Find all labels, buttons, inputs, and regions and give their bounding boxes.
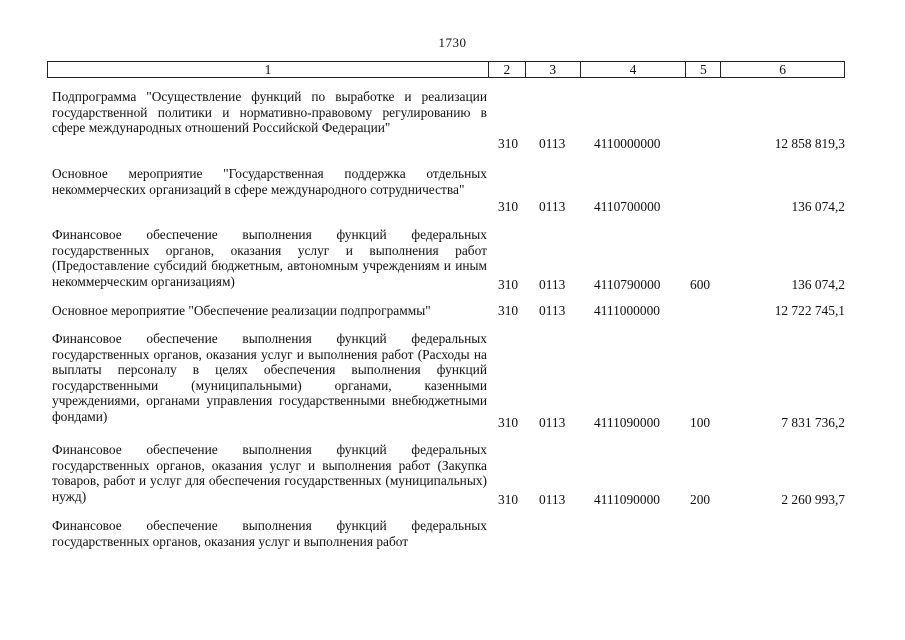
table-row [52, 303, 845, 320]
header-col-5: 5 [686, 62, 721, 77]
row-cs: 4110000000 [594, 136, 661, 151]
row-cs: 4110790000 [594, 277, 661, 292]
row-name: Финансовое обеспечение выполнения функций федеральных государственных органов, оказания услуг и выполнения работ (Предоставление субсидий бюджетным, автономным учреждениям и иным некоммерческим организациям) [52, 227, 487, 289]
table-row [52, 331, 845, 430]
table-row [52, 442, 845, 506]
row-name: Основное мероприятие "Государственная поддержка отдельных некоммерческих организаций в сфере международного сотрудничества" [52, 166, 487, 197]
page-number: 1730 [438, 35, 467, 50]
table-row [52, 89, 845, 153]
row-rz: 0113 [539, 136, 566, 151]
row-name: Финансовое обеспечение выполнения функций федеральных государственных органов, оказания услуг и выполнения работ (Закупка товаров, работ и услуг для обеспечения государственных (муниципальных) нужд) [52, 442, 487, 504]
row-sum: 12 858 819,3 [774, 136, 845, 151]
table-row [52, 518, 845, 550]
row-vr: 200 [690, 492, 711, 507]
row-cs: 4110700000 [594, 199, 661, 214]
row-cs: 4111090000 [594, 415, 660, 430]
row-gr: 310 [498, 199, 519, 214]
row-sum: 136 074,2 [791, 277, 845, 292]
row-name: Финансовое обеспечение выполнения функций федеральных государственных органов, оказания услуг и выполнения работ [52, 518, 487, 549]
row-gr: 310 [498, 303, 519, 318]
header-col-6: 6 [779, 62, 787, 77]
row-name: Основное мероприятие "Обеспечение реализации подпрограммы" [52, 303, 431, 318]
row-name: Финансовое обеспечение выполнения функций федеральных государственных органов, оказания услуг и выполнения работ (Расходы на выплаты персоналу в целях обеспечения выполнения функций государственными (муниципальными) органами, казенными учреждениями, органами управления государственными внебюджетными фондами) [52, 331, 487, 424]
row-sum: 12 722 745,1 [774, 303, 845, 318]
row-rz: 0113 [539, 303, 566, 318]
row-sum: 2 260 993,7 [781, 492, 845, 507]
header-col-3: 3 [526, 62, 581, 77]
row-name: Подпрограмма "Осуществление функций по выработке и реализации государственной политики и нормативно-правовому регулированию в сфере международных отношений Российской Федерации" [52, 89, 487, 136]
header-col-2: 2 [489, 62, 526, 77]
row-cs: 4111000000 [594, 303, 660, 318]
table-row [52, 166, 845, 214]
row-vr: 600 [690, 277, 711, 292]
row-sum: 136 074,2 [791, 199, 845, 214]
row-rz: 0113 [539, 492, 566, 507]
row-rz: 0113 [539, 277, 566, 292]
row-rz: 0113 [539, 199, 566, 214]
row-gr: 310 [498, 277, 519, 292]
row-gr: 310 [498, 492, 519, 507]
header-col-1: 1 [48, 62, 489, 77]
row-cs: 4111090000 [594, 492, 660, 507]
header-col-4: 4 [581, 62, 687, 77]
row-gr: 310 [498, 136, 519, 151]
table-row [52, 227, 845, 291]
row-rz: 0113 [539, 415, 566, 430]
row-gr: 310 [498, 415, 519, 430]
row-sum: 7 831 736,2 [781, 415, 845, 430]
row-vr: 100 [690, 415, 711, 430]
table-header [47, 61, 845, 78]
